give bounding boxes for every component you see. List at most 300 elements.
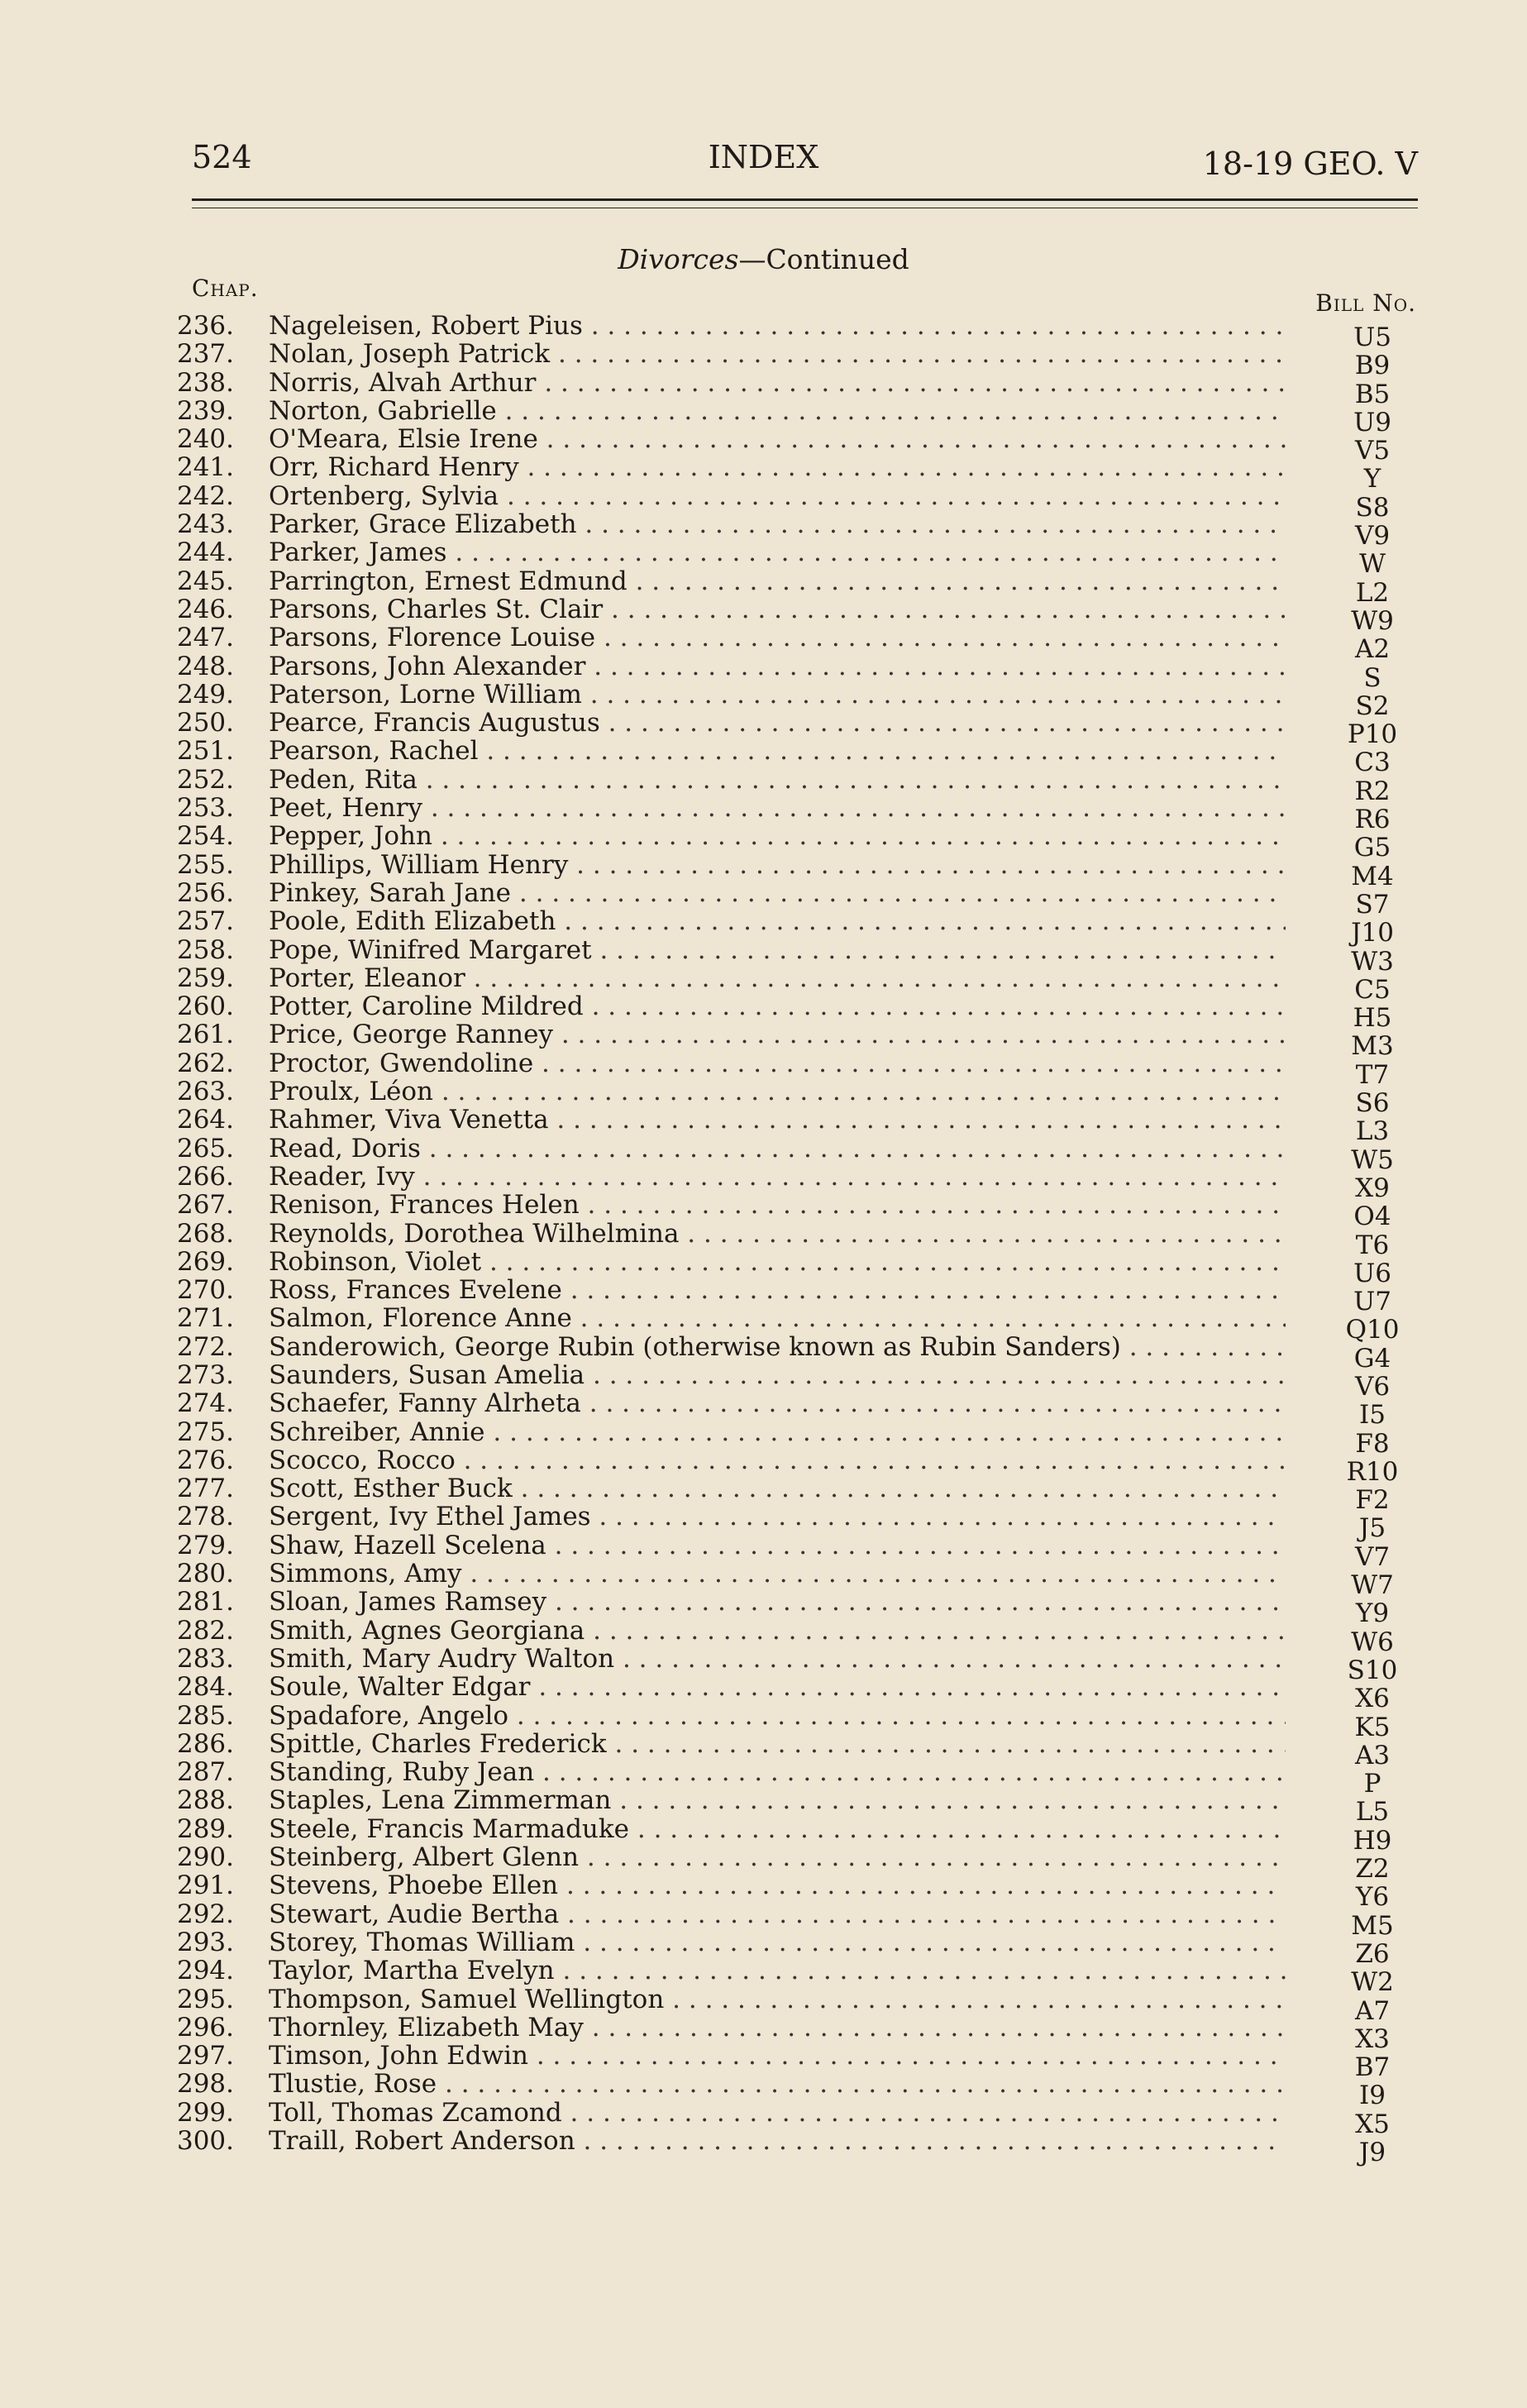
entry-chapter: 241. (176, 452, 234, 483)
index-entry (169, 877, 1418, 920)
index-entry (169, 821, 1418, 863)
entry-chapter: 243. (176, 509, 234, 540)
entry-chapter: 289. (176, 1813, 234, 1844)
entry-bill-number: Z2 (1355, 1854, 1390, 1885)
entry-bill-number: U7 (1353, 1287, 1391, 1317)
entry-name: Renison, Frances Helen (269, 1191, 580, 1220)
entry-name: Steele, Francis Marmaduke (269, 1814, 630, 1843)
entry-chapter: 296. (176, 2012, 234, 2042)
entry-bill-number: W2 (1351, 1967, 1394, 1998)
index-entry (169, 1728, 1418, 1770)
entry-bill-number: M4 (1351, 861, 1394, 891)
entry-chapter: 262. (176, 1048, 234, 1078)
index-entry (169, 1700, 1418, 1742)
entry-bill-number: U6 (1353, 1258, 1391, 1288)
entry-name: Scocco, Rocco (269, 1445, 456, 1474)
index-entry (169, 480, 1418, 523)
entry-name-line (269, 1645, 1286, 1673)
entry-name: Ross, Frances Evelene (269, 1276, 562, 1305)
entry-bill-number: X6 (1355, 1684, 1390, 1714)
entry-name-line (269, 397, 1286, 425)
entry-name: Pope, Winifred Margaret (269, 935, 592, 964)
entry-bill-number: Q10 (1345, 1315, 1400, 1345)
entry-bill-number: W5 (1351, 1144, 1394, 1175)
index-entry (169, 1445, 1418, 1487)
entry-name-line (269, 1163, 1286, 1191)
entry-name: Thompson, Samuel Wellington (269, 1985, 665, 2014)
entry-name-line (269, 482, 1286, 510)
entry-name: Potter, Caroline Mildred (269, 992, 584, 1021)
index-entry (169, 1190, 1418, 1232)
entry-chapter: 288. (176, 1785, 234, 1816)
entry-name: Pinkey, Sarah Jane (269, 878, 512, 907)
index-entry (169, 679, 1418, 721)
entry-name: Sloan, James Ramsey (269, 1588, 547, 1617)
index-entries (169, 311, 1418, 2167)
index-entry (169, 1643, 1418, 1685)
entry-bill-number: L3 (1355, 1116, 1390, 1147)
entry-name: Storey, Thomas William (269, 1928, 575, 1956)
entry-chapter: 267. (176, 1190, 234, 1221)
entry-name-line (269, 1474, 1286, 1503)
section-title-italic: Divorces (618, 243, 739, 275)
entry-bill-number: V7 (1354, 1541, 1391, 1572)
entry-name-line (269, 1020, 1286, 1049)
entry-bill-number: R10 (1346, 1456, 1399, 1487)
entry-chapter: 245. (176, 566, 234, 596)
entry-bill-number: I5 (1359, 1400, 1386, 1431)
index-entry (169, 623, 1418, 665)
entry-name: Nageleisen, Robert Pius (269, 312, 583, 340)
index-entry (169, 1502, 1418, 1544)
entry-chapter: 275. (176, 1417, 234, 1447)
entry-name-line (269, 340, 1286, 368)
entry-chapter: 294. (176, 1956, 234, 1986)
entry-bill-number: J5 (1358, 1513, 1386, 1544)
index-entry (169, 2126, 1418, 2167)
entry-chapter: 248. (176, 651, 234, 681)
entry-name: Parker, Grace Elizabeth (269, 510, 577, 539)
entry-chapter: 259. (176, 963, 234, 993)
index-entry (169, 395, 1418, 437)
entry-name: O'Meara, Elsie Irene (269, 425, 538, 454)
entry-name: Taylor, Martha Evelyn (269, 1956, 555, 1985)
entry-name-line (269, 538, 1286, 566)
entry-bill-number: C5 (1354, 974, 1391, 1005)
entry-name: Scott, Esther Buck (269, 1474, 513, 1503)
entry-name-line (269, 1956, 1286, 1985)
entry-name-line (269, 652, 1286, 681)
index-entry (169, 1161, 1418, 1203)
entry-bill-number: L2 (1355, 577, 1390, 608)
index-entry (169, 339, 1418, 381)
entry-name: Parsons, Florence Louise (269, 624, 596, 652)
entry-name: Schaefer, Fanny Alrheta (269, 1389, 581, 1418)
entry-name-line (269, 1304, 1286, 1332)
page-title: INDEX (708, 139, 819, 175)
entry-bill-number: R6 (1354, 805, 1391, 835)
entry-name-line (269, 1673, 1286, 1701)
entry-name: Spadafore, Angelo (269, 1701, 509, 1730)
entry-name: Parsons, John Alexander (269, 652, 586, 681)
entry-bill-number: S2 (1355, 690, 1390, 721)
entry-name-line (269, 822, 1286, 850)
entry-chapter: 281. (176, 1587, 234, 1617)
entry-bill-number: G4 (1353, 1343, 1391, 1374)
index-entry (169, 1870, 1418, 1913)
entry-chapter: 238. (176, 367, 234, 398)
entry-name: Pearce, Francis Augustus (269, 709, 600, 738)
entry-bill-number: S6 (1355, 1088, 1390, 1119)
entry-name-line (269, 1900, 1286, 1928)
entry-chapter: 249. (176, 679, 234, 710)
entry-chapter: 274. (176, 1388, 234, 1419)
entry-name-line (269, 1588, 1286, 1616)
entry-chapter: 264. (176, 1105, 234, 1135)
entry-chapter: 247. (176, 623, 234, 653)
entry-name: Soule, Walter Edgar (269, 1673, 531, 1702)
entry-chapter: 300. (176, 2126, 234, 2156)
entry-name: Tlustie, Rose (269, 2070, 437, 2099)
index-entry (169, 538, 1418, 580)
entry-bill-number: U9 (1353, 407, 1391, 437)
index-entry (169, 1218, 1418, 1260)
entry-bill-number: Y9 (1355, 1598, 1390, 1629)
entry-bill-number: W6 (1351, 1627, 1394, 1657)
entry-name-line (269, 1786, 1286, 1814)
entry-bill-number: K5 (1354, 1712, 1391, 1742)
entry-name-line (269, 1503, 1286, 1531)
entry-name-line (269, 1560, 1286, 1588)
entry-chapter: 282. (176, 1615, 234, 1646)
entry-chapter: 244. (176, 538, 234, 568)
entry-chapter: 272. (176, 1331, 234, 1362)
entry-bill-number: V5 (1354, 436, 1391, 466)
entry-chapter: 237. (176, 339, 234, 370)
entry-chapter: 254. (176, 821, 234, 852)
entry-name-line (269, 1843, 1286, 1871)
entry-name-line (269, 1531, 1286, 1560)
entry-name-line (269, 1389, 1286, 1417)
index-entry (169, 566, 1418, 608)
index-entry (169, 934, 1418, 977)
entry-name-line (269, 936, 1286, 964)
entry-name: Price, George Ranney (269, 1020, 553, 1049)
entry-chapter: 265. (176, 1133, 234, 1163)
entry-name-line (269, 2127, 1286, 2155)
entry-name: Traill, Robert Anderson (269, 2127, 575, 2155)
entry-name-line (269, 1276, 1286, 1304)
entry-name: Schreiber, Annie (269, 1417, 485, 1446)
entry-chapter: 250. (176, 708, 234, 738)
entry-name-line (269, 1730, 1286, 1758)
index-entry (169, 906, 1418, 948)
entry-bill-number: A2 (1354, 634, 1391, 665)
entry-bill-number: R2 (1354, 776, 1391, 806)
entry-chapter: 255. (176, 849, 234, 880)
index-entry (169, 1559, 1418, 1601)
entry-bill-number: V9 (1354, 521, 1391, 552)
entry-chapter: 299. (176, 2097, 234, 2128)
entry-bill-number: B7 (1354, 2052, 1391, 2083)
entry-name: Smith, Agnes Georgiana (269, 1616, 585, 1645)
index-entry (169, 1417, 1418, 1459)
entry-name: Norris, Alvah Arthur (269, 368, 537, 397)
entry-bill-number: Z6 (1355, 1938, 1390, 1969)
entry-chapter: 277. (176, 1474, 234, 1504)
entry-chapter: 280. (176, 1559, 234, 1589)
entry-bill-number: J10 (1351, 918, 1394, 948)
entry-bill-number: P (1363, 1769, 1381, 1799)
entry-name-line (269, 1333, 1286, 1361)
entry-bill-number: A7 (1354, 1995, 1391, 2026)
entry-chapter: 291. (176, 1870, 234, 1901)
entry-name: Nolan, Joseph Patrick (269, 340, 551, 369)
entry-name-line (269, 681, 1286, 709)
entry-chapter: 295. (176, 1984, 234, 2014)
entry-name-line (269, 1248, 1286, 1276)
entry-chapter: 240. (176, 424, 234, 455)
entry-name-line (269, 1077, 1286, 1106)
index-entry (169, 1927, 1418, 1969)
index-entry (169, 2041, 1418, 2083)
index-entry (169, 1899, 1418, 1941)
index-entry (169, 764, 1418, 806)
index-entry (169, 1530, 1418, 1572)
entry-name-line (269, 1418, 1286, 1446)
entry-chapter: 257. (176, 906, 234, 937)
entry-chapter: 276. (176, 1445, 234, 1475)
entry-name: Staples, Lena Zimmerman (269, 1786, 612, 1815)
entry-name-line (269, 1135, 1286, 1163)
entry-bill-number: O4 (1353, 1202, 1391, 1232)
entry-chapter: 298. (176, 2069, 234, 2100)
entry-name: Norton, Gabrielle (269, 396, 497, 425)
index-entry (169, 2097, 1418, 2139)
entry-name-line (269, 2014, 1286, 2042)
entry-chapter: 266. (176, 1161, 234, 1192)
index-entry (169, 1331, 1418, 1374)
entry-bill-number: V6 (1354, 1371, 1391, 1402)
entry-bill-number: S (1363, 662, 1381, 693)
entry-name-line (269, 1758, 1286, 1786)
entry-name: Timson, John Edwin (269, 2042, 528, 2071)
entry-name: Thornley, Elizabeth May (269, 2013, 584, 2042)
entry-chapter: 278. (176, 1502, 234, 1532)
header-rule-thick (192, 198, 1418, 201)
index-entry (169, 849, 1418, 891)
index-entry (169, 424, 1418, 466)
entry-chapter: 297. (176, 2041, 234, 2071)
entry-name-line (269, 1049, 1286, 1077)
entry-name: Salmon, Florence Anne (269, 1304, 572, 1333)
entry-chapter: 239. (176, 395, 234, 426)
entry-name-line (269, 1815, 1286, 1843)
entry-name: Parsons, Charles St. Clair (269, 595, 604, 624)
entry-name: Spittle, Charles Frederick (269, 1729, 607, 1758)
entry-name-line (269, 2070, 1286, 2098)
entry-name: Toll, Thomas Zcamond (269, 2098, 562, 2127)
entry-name: Rahmer, Viva Venetta (269, 1106, 549, 1135)
entry-chapter: 273. (176, 1359, 234, 1390)
entry-chapter: 287. (176, 1757, 234, 1788)
entry-name: Saunders, Susan Amelia (269, 1360, 585, 1389)
entry-name-line (269, 1702, 1286, 1730)
index-entry (169, 1813, 1418, 1856)
entry-name-line (269, 907, 1286, 935)
entry-name-line (269, 1617, 1286, 1645)
index-entry (169, 1077, 1418, 1119)
entry-chapter: 284. (176, 1672, 234, 1703)
entry-bill-number: W9 (1351, 605, 1394, 636)
entry-name: Simmons, Amy (269, 1560, 462, 1589)
entry-chapter: 263. (176, 1077, 234, 1107)
entry-chapter: 242. (176, 480, 234, 511)
entry-name: Steinberg, Albert Glenn (269, 1843, 580, 1872)
entry-chapter: 256. (176, 877, 234, 908)
entry-bill-number: S10 (1347, 1655, 1398, 1685)
entry-bill-number: S7 (1355, 889, 1390, 920)
entry-name-line (269, 369, 1286, 397)
entry-name-line (269, 453, 1286, 481)
entry-name-line (269, 992, 1286, 1020)
index-entry (169, 1474, 1418, 1516)
index-entry (169, 1020, 1418, 1062)
entry-bill-number: X3 (1355, 2023, 1390, 2054)
entry-chapter: 290. (176, 1842, 234, 1873)
entry-bill-number: M3 (1351, 1031, 1394, 1062)
entry-name: Phillips, William Henry (269, 850, 569, 879)
entry-name: Shaw, Hazell Scelena (269, 1531, 546, 1560)
entry-chapter: 236. (176, 311, 234, 341)
entry-bill-number: F2 (1355, 1485, 1390, 1516)
entry-name: Peet, Henry (269, 794, 422, 823)
entry-name-line (269, 1361, 1286, 1389)
entry-name-line (269, 1446, 1286, 1474)
entry-bill-number: H5 (1353, 1003, 1392, 1034)
index-entry (169, 1842, 1418, 1885)
index-entry (169, 1615, 1418, 1657)
entry-bill-number: G5 (1353, 833, 1391, 863)
index-entry (169, 1785, 1418, 1828)
entry-chapter: 270. (176, 1275, 234, 1306)
entry-name-line (269, 1220, 1286, 1248)
index-entry (169, 1303, 1418, 1345)
entry-bill-number: Y6 (1355, 1882, 1390, 1913)
entry-name: Robinson, Violet (269, 1247, 482, 1276)
entry-name-line (269, 595, 1286, 624)
index-entry (169, 1672, 1418, 1714)
entry-chapter: 271. (176, 1303, 234, 1334)
index-entry (169, 311, 1418, 352)
entry-name: Proulx, Léon (269, 1077, 433, 1106)
entry-bill-number: I9 (1359, 2081, 1386, 2111)
index-entry (169, 2012, 1418, 2054)
entry-name: Peden, Rita (269, 765, 418, 794)
index-entry (169, 963, 1418, 1005)
entry-bill-number: M5 (1351, 1910, 1394, 1941)
entry-name-line (269, 2042, 1286, 2070)
entry-bill-number: B9 (1354, 351, 1391, 381)
entry-bill-number: X5 (1355, 2109, 1390, 2139)
entry-name: Parker, James (269, 538, 447, 567)
entry-bill-number: Y (1363, 464, 1381, 494)
entry-name-line (269, 1871, 1286, 1899)
index-entry (169, 1388, 1418, 1431)
entry-bill-number: X9 (1355, 1173, 1390, 1203)
entry-name: Smith, Mary Audry Walton (269, 1644, 615, 1673)
index-entry (169, 651, 1418, 693)
entry-chapter: 258. (176, 934, 234, 965)
entry-bill-number: A3 (1354, 1740, 1391, 1770)
entry-chapter: 279. (176, 1530, 234, 1560)
entry-name-line (269, 851, 1286, 879)
index-entry (169, 509, 1418, 552)
index-entry (169, 1587, 1418, 1629)
entry-chapter: 283. (176, 1643, 234, 1674)
column-header-bill: Bill No. (1315, 289, 1416, 317)
section-title (0, 243, 1527, 275)
entry-name: Standing, Ruby Jean (269, 1758, 535, 1787)
entry-name-line (269, 964, 1286, 992)
entry-name: Pepper, John (269, 822, 432, 851)
entry-name: Stewart, Audie Bertha (269, 1899, 560, 1928)
entry-chapter: 268. (176, 1218, 234, 1249)
entry-bill-number: T7 (1355, 1059, 1390, 1090)
entry-name: Pearson, Rachel (269, 737, 479, 766)
index-entry (169, 991, 1418, 1034)
entry-bill-number: C3 (1354, 748, 1391, 778)
entry-name-line (269, 709, 1286, 737)
entry-name-line (269, 794, 1286, 822)
index-entry (169, 1956, 1418, 1998)
page-header (0, 139, 1527, 189)
index-entry (169, 1246, 1418, 1288)
index-entry (169, 1133, 1418, 1175)
entry-bill-number: L5 (1355, 1797, 1390, 1828)
section-title-rest: —Continued (738, 243, 909, 275)
entry-name-line (269, 510, 1286, 538)
entry-name-line (269, 567, 1286, 595)
entry-name: Proctor, Gwendoline (269, 1049, 534, 1077)
entry-name: Sergent, Ivy Ethel James (269, 1503, 591, 1531)
entry-name: Ortenberg, Sylvia (269, 481, 499, 510)
entry-name: Reynolds, Dorothea Wilhelmina (269, 1219, 680, 1248)
entry-bill-number: W3 (1351, 946, 1394, 977)
entry-name: Read, Doris (269, 1134, 421, 1163)
entry-bill-number: U5 (1353, 322, 1391, 352)
index-entry (169, 1105, 1418, 1147)
entry-name-line (269, 624, 1286, 652)
entry-name-line (269, 1191, 1286, 1219)
entry-name-line (269, 1928, 1286, 1956)
entry-name-line (269, 1985, 1286, 2014)
page-number: 524 (192, 139, 252, 175)
entry-bill-number: J9 (1358, 2138, 1386, 2167)
index-entry (169, 1984, 1418, 2026)
entry-bill-number: S8 (1355, 492, 1390, 523)
entry-name-line (269, 2099, 1286, 2127)
entry-name: Orr, Richard Henry (269, 453, 519, 482)
index-entry (169, 2069, 1418, 2111)
entry-chapter: 252. (176, 764, 234, 795)
entry-name-line (269, 879, 1286, 907)
entry-chapter: 253. (176, 793, 234, 824)
entry-bill-number: W (1359, 549, 1386, 580)
entry-chapter: 286. (176, 1728, 234, 1759)
entry-name: Parrington, Ernest Edmund (269, 566, 628, 595)
entry-name-line (269, 425, 1286, 453)
